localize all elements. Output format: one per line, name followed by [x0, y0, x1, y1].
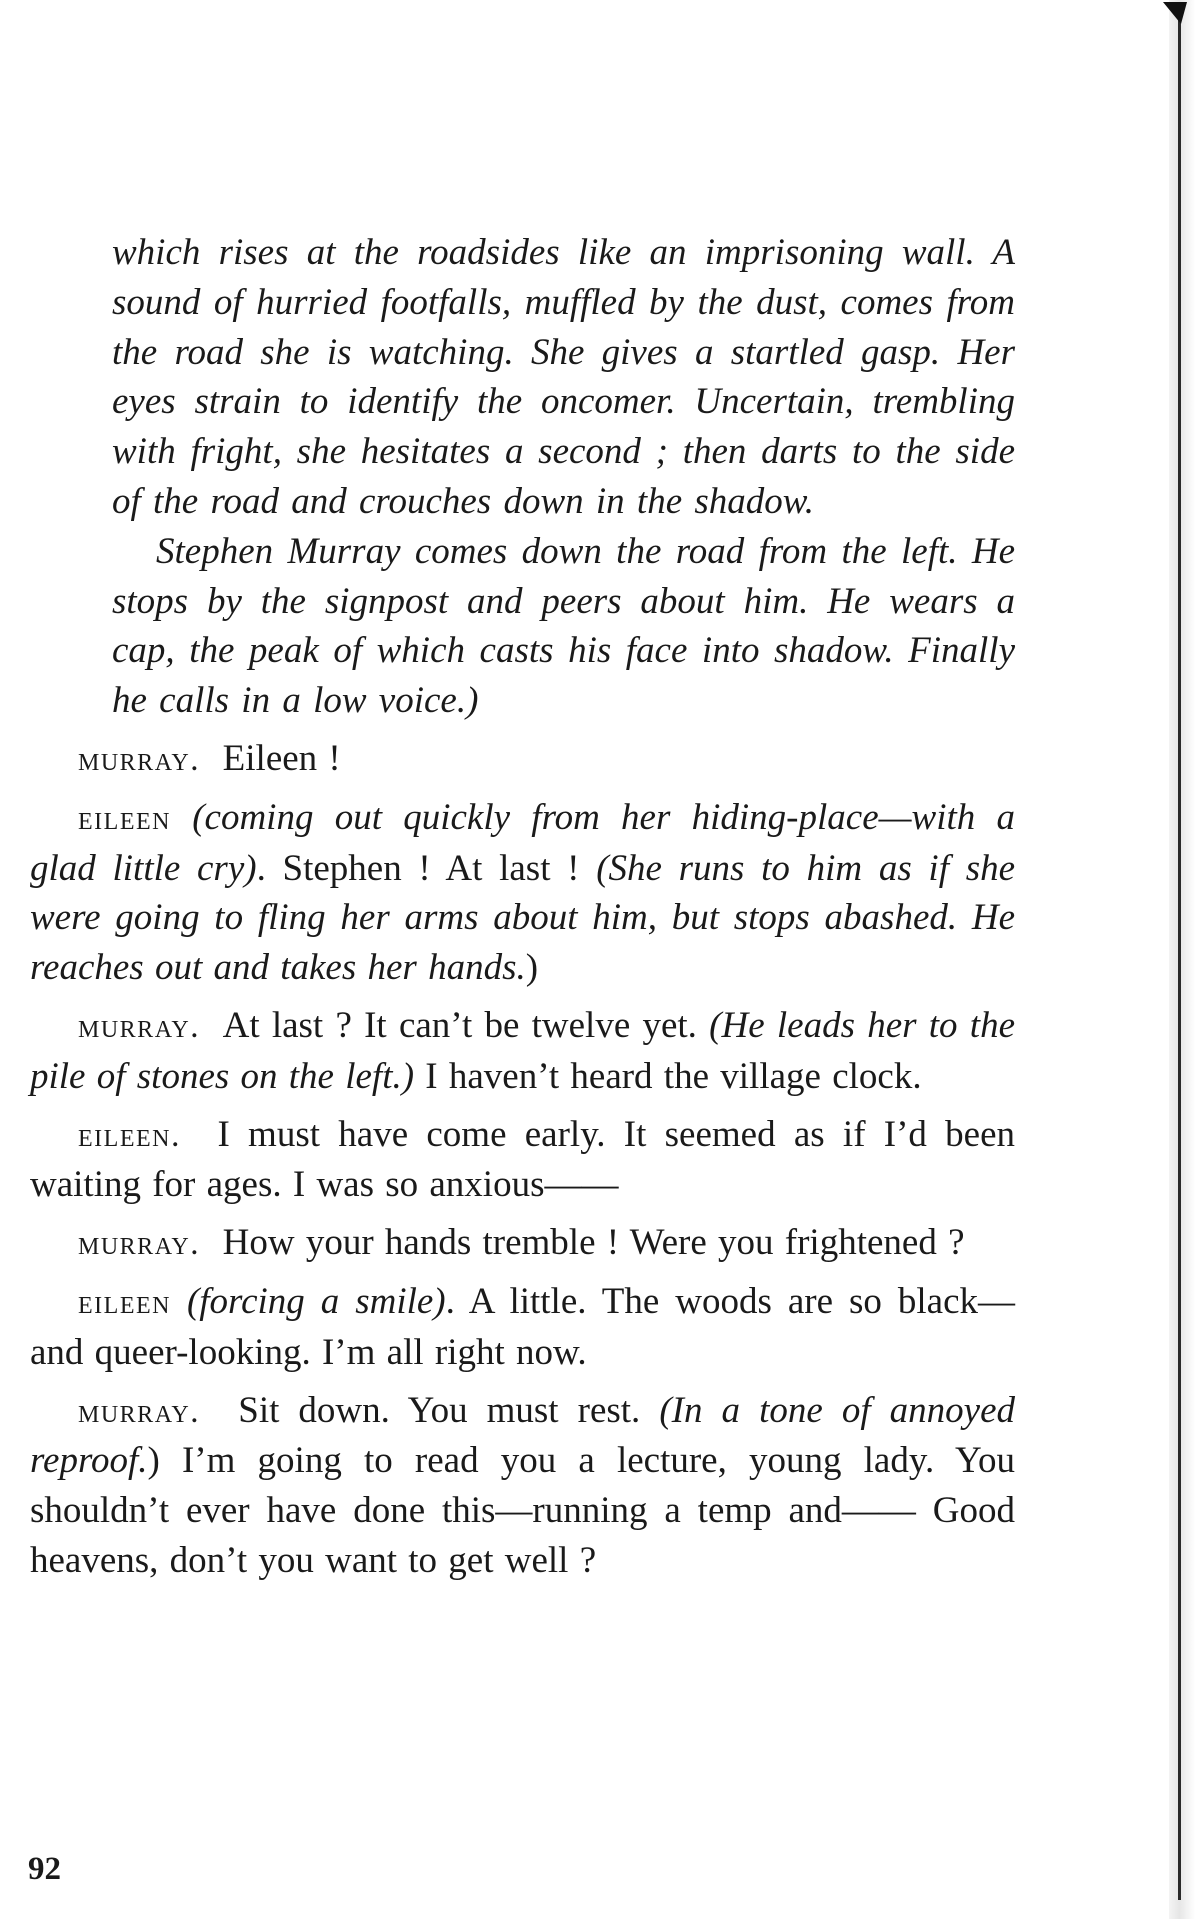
speech-text: At last ? It can’t be twelve yet. — [222, 1004, 710, 1046]
dialogue-line — [30, 1001, 1015, 1102]
stage-direction-paragraph-1: which rises at the roadsides like an imprisoning wall. A sound of hurried footfalls, muffled by the dust, comes from the road she is watching. She gives a startled gasp. Her eyes strain to identify the oncomer. Uncertain, trembling with fright, she hesitates a second ; then darts to the side of the road and crouches down in the shadow. — [112, 232, 1015, 522]
speaker-name: murray. — [78, 740, 201, 778]
stage-direction-paragraph-2: Stephen Murray comes down the road from the left. He stops by the signpost and peers about him. He wears a cap, the peak of which casts his face into shadow. Finally he calls in a low voice.) — [112, 530, 1015, 722]
stage-direction-inline: (forcing a smile) — [186, 1280, 446, 1322]
stage-direction-inline: (She runs to him as if she were going to fling her arms about him, but stops abashed. He reaches out and takes her hands. — [30, 847, 1016, 989]
speaker-name: eileen — [78, 799, 171, 837]
stage-direction-inline: (coming out quickly from her hiding-place—with a glad little cry) — [30, 796, 1016, 889]
speech-text: Sit down. You must rest. — [238, 1389, 660, 1431]
page-number: 92 — [28, 1851, 61, 1887]
page-text — [30, 228, 1015, 1586]
speaker-name: eileen — [78, 1283, 171, 1321]
dialogue-line — [30, 1218, 1015, 1269]
dialogue-line — [30, 1386, 1015, 1586]
speech-text: . Stephen ! At last ! — [256, 847, 597, 889]
speech-text: . A little. The woods are so black—and queer-looking. I’m all right now. — [30, 1280, 1015, 1373]
dialogue-line — [30, 1277, 1015, 1378]
speech-text: I must have come early. It seemed as if I’d been waiting for ages. I was so anxious—— — [30, 1113, 1016, 1206]
page-corner-mark — [1163, 2, 1187, 24]
stage-direction-inline: (He leads her to the pile of stones on the left.) — [30, 1004, 1015, 1097]
speaker-name: murray. — [78, 1007, 201, 1045]
speech-text: ) I’m going to read you a lecture, young lady. You shouldn’t ever have done this—running a temp and—— Good heavens, don’t you want to get well ? — [30, 1440, 1015, 1581]
dialogue-line — [30, 734, 1015, 785]
page-edge-line — [1178, 20, 1181, 1900]
speech-text: I haven’t heard the village clock. — [414, 1055, 922, 1097]
dialogue-line — [30, 1110, 1015, 1211]
speech-text: ) — [525, 947, 539, 989]
speaker-name: murray. — [78, 1392, 201, 1430]
speaker-name: eileen. — [78, 1116, 181, 1154]
speech-text: Eileen ! — [222, 737, 341, 779]
stage-direction-inline: (In a tone of annoyed reproof. — [30, 1389, 1015, 1482]
stage-direction-block — [30, 228, 1015, 726]
dialogue-line — [30, 793, 1015, 993]
speech-text: How your hands tremble ! Were you frightened ? — [222, 1222, 965, 1264]
speaker-name: murray. — [78, 1225, 201, 1263]
page-edge-shadow — [1169, 0, 1195, 1919]
